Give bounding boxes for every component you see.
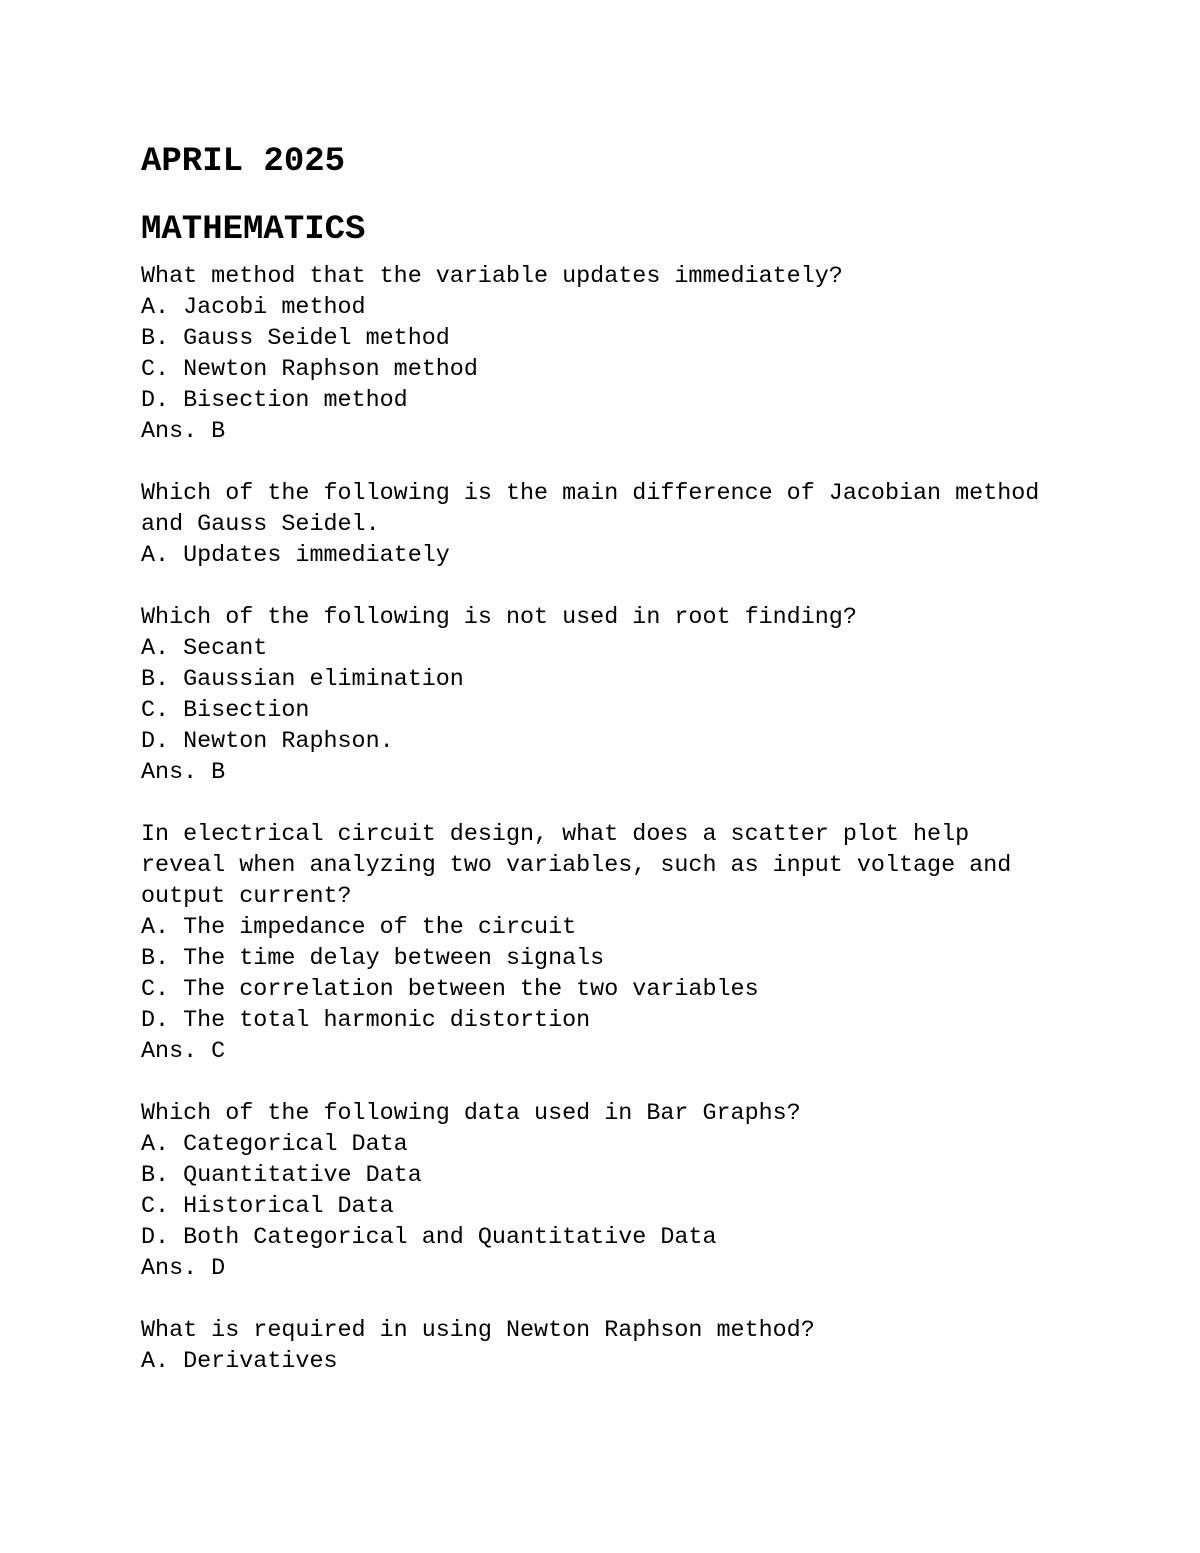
answer-option: D. The total harmonic distortion [141,1008,591,1034]
answer-key: Ans. B [141,419,226,445]
answer-key: Ans. D [141,1256,226,1282]
question-text: In electrical circuit design, what does a scatter plot help [141,822,970,848]
question-block [141,262,1141,448]
answer-option: B. Gaussian elimination [141,667,464,693]
answer-option: C. Bisection [141,698,310,724]
answer-option: D. Bisection method [141,388,408,414]
answer-option: B. The time delay between signals [141,946,605,972]
question-text: Which of the following data used in Bar Graphs? [141,1101,801,1127]
date-heading: APRIL 2025 [141,143,346,181]
question-text: reveal when analyzing two variables, such as input voltage and [141,853,1012,879]
answer-option: D. Both Categorical and Quantitative Data [141,1225,717,1251]
answer-option: B. Quantitative Data [141,1163,422,1189]
subject-heading: MATHEMATICS [141,211,366,249]
answer-option: A. Secant [141,636,268,662]
answer-option: A. Jacobi method [141,295,366,321]
question-list [141,262,1141,1378]
answer-key: Ans. C [141,1039,226,1065]
question-text: What is required in using Newton Raphson method? [141,1318,815,1344]
answer-option: D. Newton Raphson. [141,729,394,755]
question-text: What method that the variable updates immediately? [141,264,843,290]
answer-option: B. Gauss Seidel method [141,326,450,352]
answer-key: Ans. B [141,760,226,786]
answer-option: C. The correlation between the two variables [141,977,759,1003]
answer-option: A. Updates immediately [141,543,450,569]
answer-option: A. Derivatives [141,1349,338,1375]
question-block [141,1099,1141,1285]
question-text: output current? [141,884,352,910]
document-content [141,140,1141,1409]
question-text: and Gauss Seidel. [141,512,380,538]
answer-option: A. The impedance of the circuit [141,915,577,941]
question-block [141,820,1141,1068]
answer-option: C. Historical Data [141,1194,394,1220]
question-block [141,479,1141,572]
answer-option: C. Newton Raphson method [141,357,478,383]
question-text: Which of the following is not used in root finding? [141,605,857,631]
question-block [141,1316,1141,1378]
answer-option: A. Categorical Data [141,1132,408,1158]
question-block [141,603,1141,789]
question-text: Which of the following is the main difference of Jacobian method [141,481,1040,507]
